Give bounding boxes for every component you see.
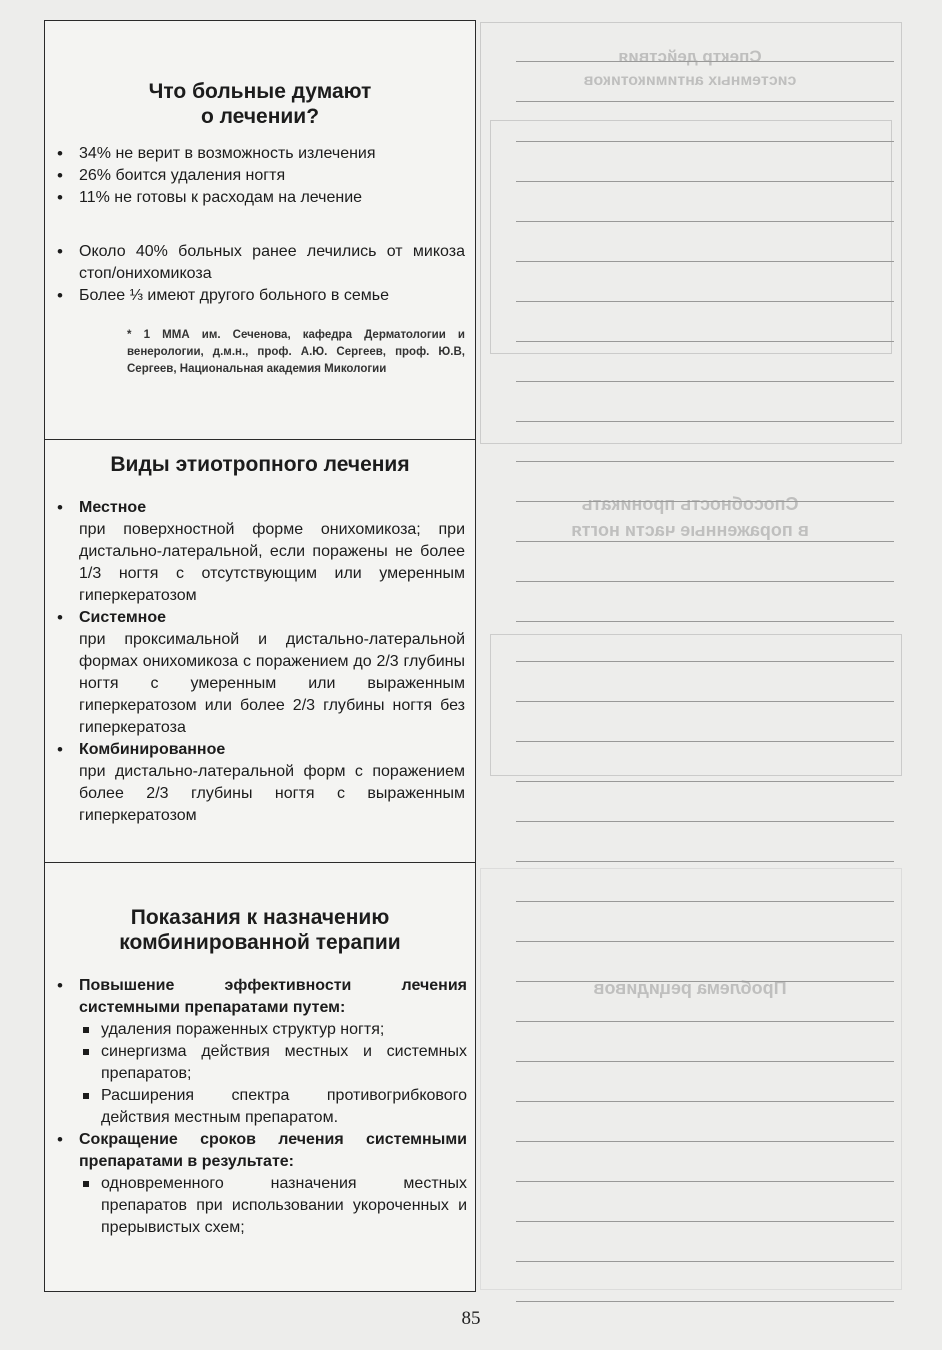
footnote: * 1 ММА им. Сеченова, кафедра Дерматологии и венерологии, д.м.н., проф. А.Ю. Сергеев, проф. Ю.В, Сергеев, Национальная академия Микологии [127,329,465,375]
sublist [79,1019,467,1129]
bleed-heading: системных антимикотиков [583,72,797,89]
list-item [57,739,465,827]
item-heading: • Системное [79,609,166,626]
slide-combined-therapy [45,863,475,1291]
page-number: 85 [461,1308,481,1329]
group-heading: • Сокращение сроков лечения системными препаратами в результате: [79,1131,467,1170]
sublist-item: удаления пораженных структур ногтя; [79,1019,467,1041]
slide-title [45,905,475,955]
list-item [57,497,465,607]
treatment-list [45,497,475,827]
title-line: Что больные думают [148,80,372,103]
item-text: при поверхностной форме онихомикоза; при дистально-латеральной, если поражены не более 1/3 ногтя с отсутствующим или умеренным гиперкератозом [79,521,465,604]
sublist-item: одновременного назначения местных препаратов при использовании укороченных и прерывистых схем; [79,1173,467,1239]
list-item: • 11% не готовы к расходам на лечение [57,187,465,209]
bleed-heading: Спектр действия [618,47,762,66]
list-item: • 34% не верит в возможность излечения [57,143,465,165]
list-item: • 26% боится удаления ногтя [57,165,465,187]
title-line: о лечении? [200,105,320,128]
item-text: при проксимальной и дистально-латеральной формах онихомикоза с поражением до 2/3 глубины ногтя с умеренным или выраженным гиперкератозом или более 2/3 глубины ногтя без гиперкератоза [79,631,465,736]
group-heading: • Повышение эффективности лечения системными препаратами путем: [79,977,467,1016]
notes-column [480,22,904,1302]
bleed-heading: Способность проникать [581,494,799,514]
history-list [45,241,475,307]
bleed-heading: Проблема рецидивов [593,978,787,998]
list-item [57,975,467,1129]
slide-title [45,79,475,129]
slide-treatment-types [45,440,475,863]
slide-patient-opinions [45,21,475,440]
slide-title: Виды этиотропного лечения [110,453,410,476]
list-item: • Более ⅓ имеют другого больного в семье [57,285,465,307]
list-item: • Около 40% больных ранее лечились от микоза стоп/онихомикоза [57,241,465,285]
bleed-heading: в пораженные части ногтя [571,520,809,540]
item-text: при дистально-латеральной форм с поражением более 2/3 глубины ногтя с выраженным гиперкератозом [79,763,465,824]
note-lines [516,22,894,1302]
title-line: Показания к назначению [130,906,390,929]
title-line: комбинированной терапии [119,931,401,954]
item-heading: • Комбинированное [79,741,226,758]
sublist-item: Расширения спектра противогрибкового действия местным препаратом. [79,1085,467,1129]
list-item [57,607,465,739]
list-item [57,1129,467,1239]
item-heading: • Местное [79,499,147,516]
indications-list [45,975,475,1239]
sublist-item: синергизма действия местных и системных препаратов; [79,1041,467,1085]
slides-column [44,20,476,1292]
opinion-list [45,143,475,209]
sublist [79,1173,467,1239]
